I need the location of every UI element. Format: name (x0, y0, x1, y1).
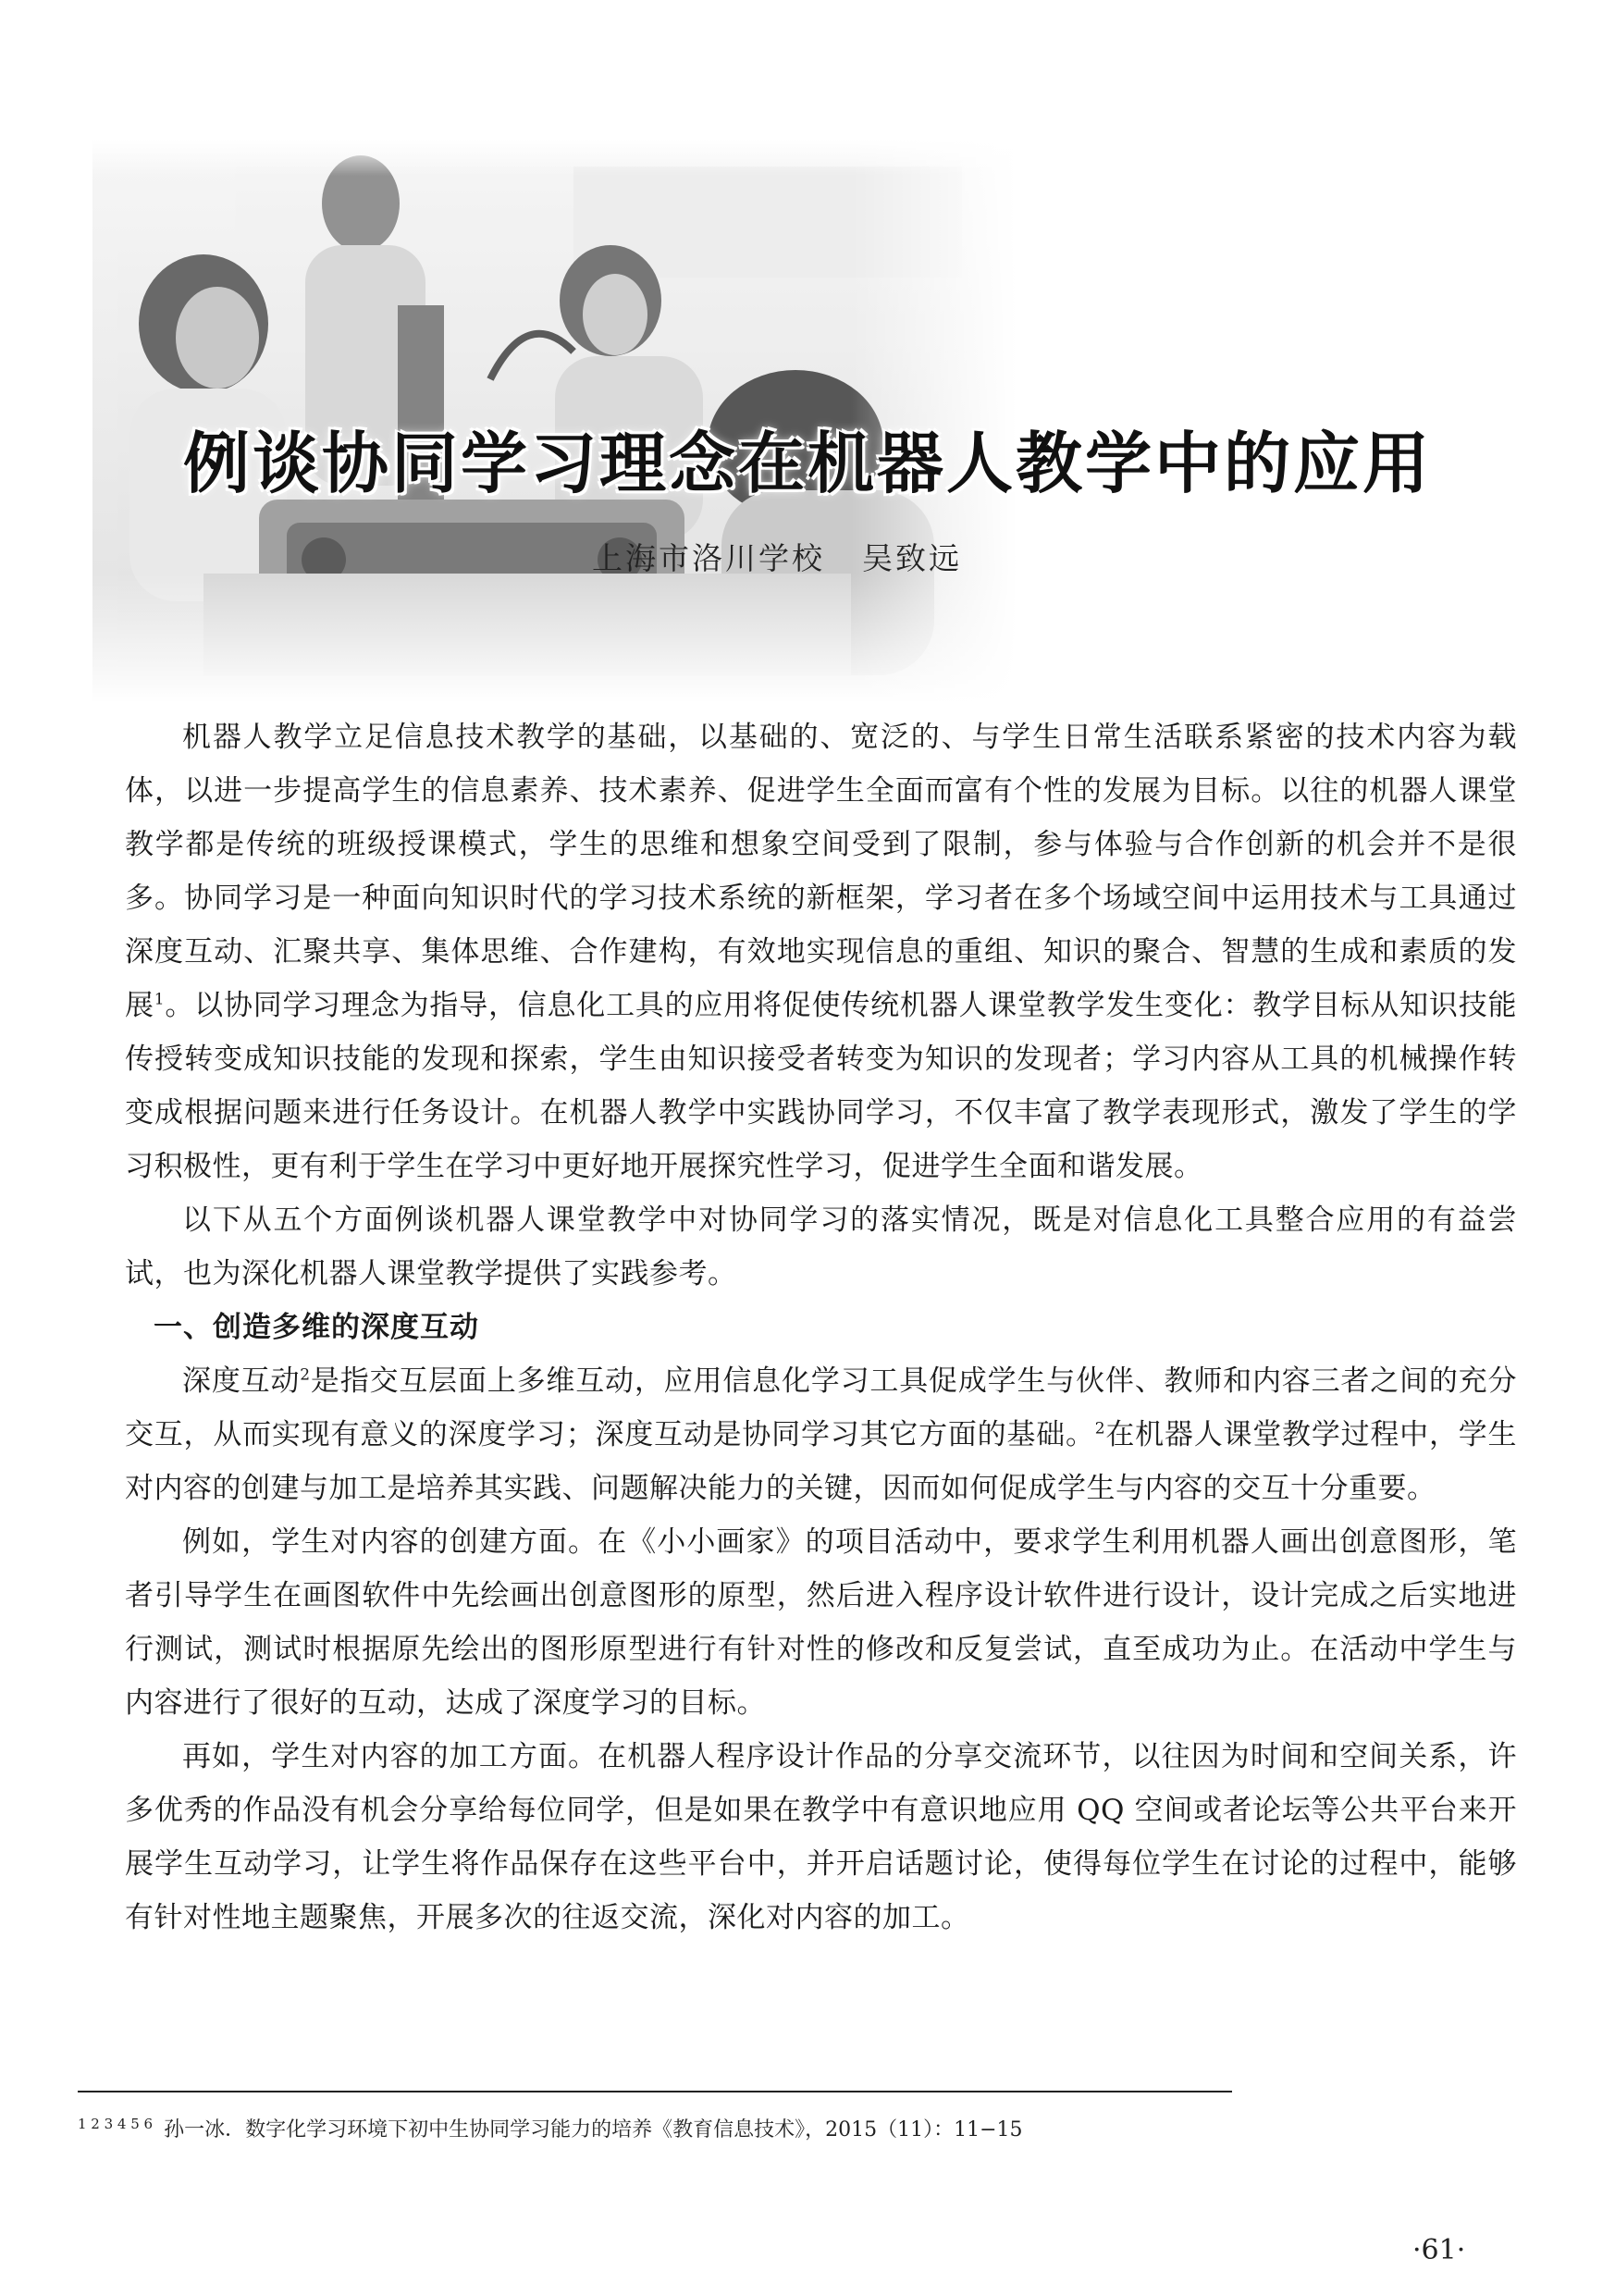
example-paragraph: 例如，学生对内容的创建方面。在《小小画家》的项目活动中，要求学生利用机器人画出创意图形，笔者引导学生在画图软件中先绘画出创意图形的原型，然后进入程序设计软件进行设计，设计完成之后实地进行测试，测试时根据原先绘出的图形原型进行有针对性的修改和反复尝试，直至成功为止。在活动中学生与内容进行了很好的互动，达成了深度学习的目标。 (125, 1525, 1517, 1720)
citation-mark: 2 (300, 1365, 311, 1385)
footnote (78, 2114, 1023, 2142)
section-text: 在机器人课堂教学过程中，学生对内容的创建与加工是培养其实践、问题解决能力的关键，因而如何促成学生与内容的交互十分重要。 (125, 1418, 1518, 1505)
intro-paragraph (125, 710, 1517, 1193)
intro-text: 机器人教学立足信息技术教学的基础，以基础的、宽泛的、与学生日常生活联系紧密的技术内容为载体，以进一步提高学生的信息素养、技术素养、促进学生全面而富有个性的发展为目标。以往的机器人课堂教学都是传统的班级授课模式，学生的思维和想象空间受到了限制，参与体验与合作创新的机会并不是很多。协同学习是一种面向知识时代的学习技术系统的新框架，学习者在多个场域空间中运用技术与工具通过深度互动、汇聚共享、集体思维、合作建构，有效地实现信息的重组、知识的聚合、智慧的生成和素质的发展 (125, 721, 1517, 1022)
citation-mark: 1 (154, 990, 166, 1009)
section-text: 是指交互层面上多维互动，应用信息化学习工具促成学生与伙伴、教师和内容三者之间的充分交互，从而实现有意义的深度学习；深度互动是协同学习其它方面的基础。 (125, 1364, 1518, 1451)
school-name: 上海市洛川学校 (592, 540, 825, 576)
footnote-text: 孙一冰．数字化学习环境下初中生协同学习能力的培养《教育信息技术》，2015（11）：11−15 (164, 2118, 1023, 2142)
section-text: 深度互动 (182, 1364, 301, 1398)
citation-mark: 2 (1094, 1419, 1106, 1438)
article-body (125, 710, 1517, 1944)
example-paragraph-2: 再如，学生对内容的加工方面。在机器人程序设计作品的分享交流环节，以往因为时间和空间关系，许多优秀的作品没有机会分享给每位同学，但是如果在教学中有意识地应用 QQ 空间或者论坛等公共平台来开展学生互动学习，让学生将作品保存在这些平台中，并开启话题讨论，使得每位学生在讨论的过程中，能够有针对性地主题聚焦，开展多次的往返交流，深化对内容的加工。 (125, 1740, 1517, 1934)
author-name: 吴致远 (862, 540, 962, 576)
page-number: ·61· (1412, 2234, 1466, 2266)
article-title: 例谈协同学习理念在机器人教学中的应用 (182, 425, 1432, 503)
intro-text-rest: 。以协同学习理念为指导，信息化工具的应用将促使传统机器人课堂教学发生变化：教学目标从知识技能传授转变成知识技能的发现和探索，学生由知识接受者转变为知识的发现者；学习内容从工具的机械操作转变成根据问题来进行任务设计。在机器人教学中实践协同学习，不仅丰富了教学表现形式，激发了学生的学习积极性，更有利于学生在学习中更好地开展探究性学习，促进学生全面和谐发展。 (125, 989, 1517, 1183)
footnote-divider (78, 2091, 1232, 2092)
section-paragraph (125, 1354, 1517, 1515)
overview-paragraph: 以下从五个方面例谈机器人课堂教学中对协同学习的落实情况，既是对信息化工具整合应用的有益尝试，也为深化机器人课堂教学提供了实践参考。 (125, 1204, 1517, 1290)
section-heading: 一、创造多维的深度互动 (154, 1311, 479, 1344)
byline (592, 535, 962, 578)
footnote-marks: 1 2 3 4 5 6 (78, 2115, 154, 2132)
